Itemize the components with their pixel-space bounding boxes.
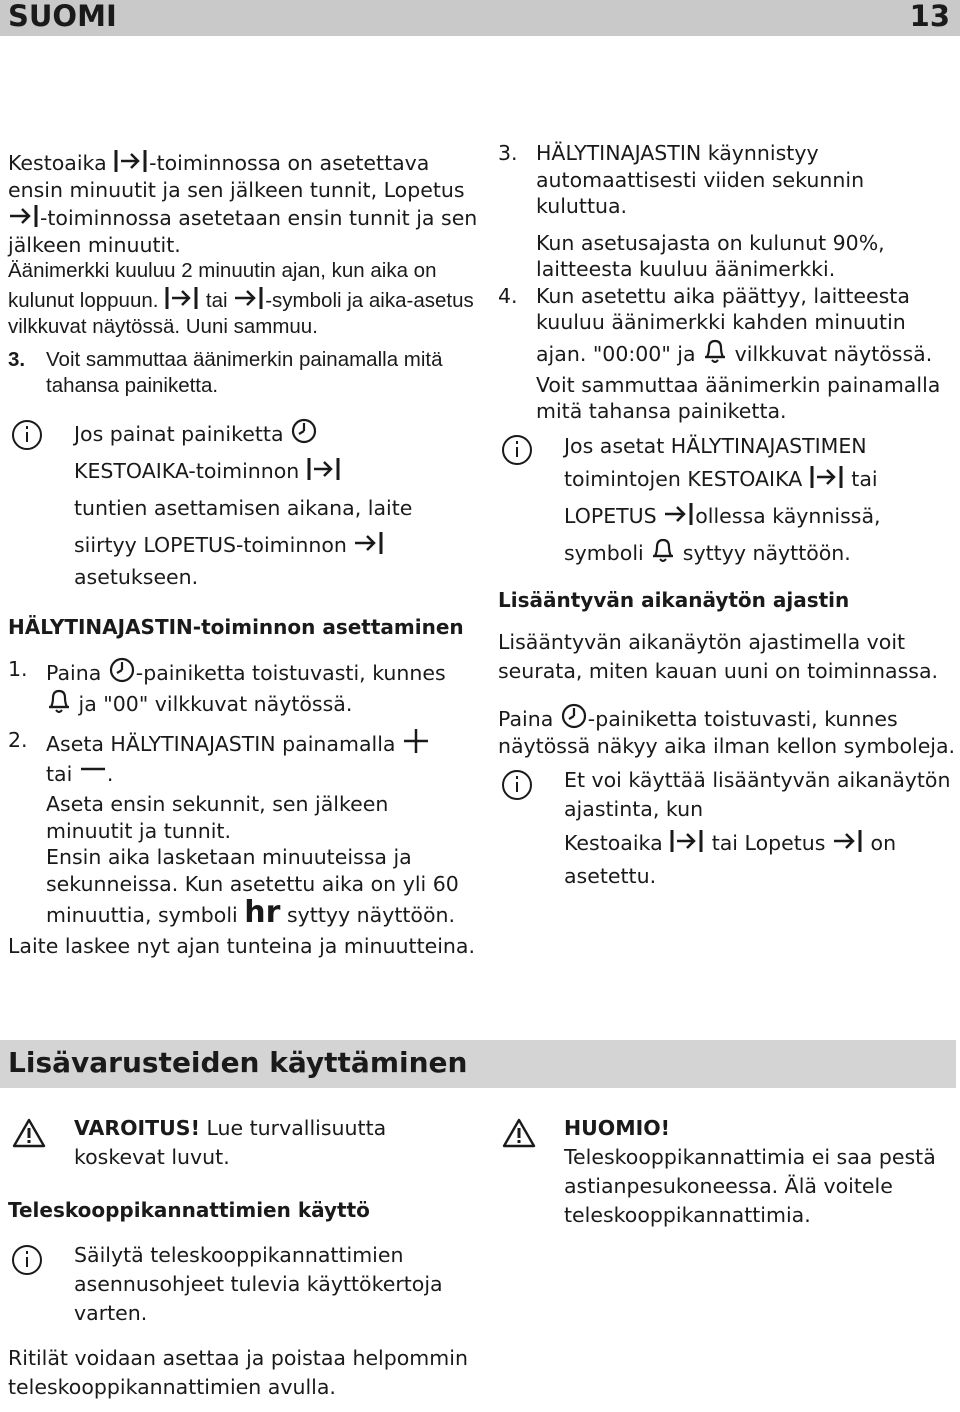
page-number: 13 xyxy=(909,0,950,33)
end-arrow-icon xyxy=(8,203,40,229)
warning-label: VAROITUS! xyxy=(74,1116,200,1140)
info-note-lopetus: Jos painat painiketta KESTOAIKA-toiminnon tuntien asettamisen aikana, laite siirtyy LOPETUS-toiminnon asetukseen. xyxy=(8,416,478,590)
clock-button-icon xyxy=(560,702,588,730)
end-arrow-icon xyxy=(832,828,864,854)
minus-icon xyxy=(79,765,107,785)
duration-arrow-icon xyxy=(669,828,705,854)
info-note-alarm-symbol: Jos asetat HÄLYTINAJASTIMEN toimintojen KESTOAIKA tai LOPETUS ollessa käynnissä, symboli syttyy näyttöön. xyxy=(498,431,956,572)
alarm-step-1-cont: ja "00" vilkkuvat näytössä. xyxy=(8,687,478,721)
info-note-runners: Säilytä teleskooppikannattimien asennusohjeet tulevia käyttökertoja varten. xyxy=(8,1241,478,1328)
section-title: SUOMI xyxy=(8,0,117,33)
info-icon xyxy=(498,766,564,807)
step-3: 3. Voit sammuttaa äänimerkin painamalla mitä tahansa painiketta. xyxy=(8,347,443,397)
warning-triangle-icon xyxy=(498,1114,564,1156)
alarm-step-3: 3. HÄLYTINAJASTIN käynnistyy automaattisesti viiden sekunnin kuluttua. xyxy=(498,141,865,218)
bell-icon xyxy=(702,337,728,365)
right-column: 3. HÄLYTINAJASTIN käynnistyy automaattisesti viiden sekunnin kuluttua. Kun asetusajasta on kulunut 90%, laitteesta kuuluu äänimerkki. 4. Kun asetettu aika päättyy, laitteesta kuuluu äänimerkki kahden minuutin ajan. "00:00" ja vilkkuvat näytössä. Voit sammuttaa äänimerkin painamalla mitä tahansa painiketta. Jos asetat HÄLYTINAJASTIMEN toimintojen KESTOAIKA tai LOPETUS ollessa käynnissä, symboli syttyy näyttöön. Lisääntyvän aikanäytön ajastin Lisääntyvän aikanäytön ajastimella voit seurata, miten kauan uuni on toiminnassa. Paina -painiketta toistuvasti, kunnes näytössä näkyy aika ilman kellon symboleja. Et voi käyttää lisääntyvän aikanäytön ajastinta, kun Kestoaika tai Lopetus on asetettu. xyxy=(498,140,956,891)
heading-telescopic-runners: Teleskooppikannattimien käyttö xyxy=(8,1198,370,1222)
duration-arrow-icon xyxy=(113,148,149,174)
caution-label: HUOMIO! xyxy=(564,1116,671,1140)
bottom-left-column: VAROITUS! Lue turvallisuutta koskevat luvut. Teleskooppikannattimien käyttö Säilytä teleskooppikannattimien asennusohjeet tulevia käyttökertoja varten. Ritilät voidaan asettaa ja poistaa helpommin teleskooppikannattimien avulla. xyxy=(8,1114,478,1402)
info-icon xyxy=(498,431,564,472)
heading-count-up-timer: Lisääntyvän aikanäytön ajastin xyxy=(498,587,850,612)
alarm-step-1: 1. Paina -painiketta toistuvasti, kunnes xyxy=(8,657,446,685)
hr-symbol-icon: hr xyxy=(244,895,281,930)
section-heading-accessories: Lisävarusteiden käyttäminen xyxy=(8,1046,468,1079)
info-note-count-up: Et voi käyttää lisääntyvän aikanäytön ajastinta, kun Kestoaika tai Lopetus on asetettu. xyxy=(498,766,956,891)
caution-note: HUOMIO! Teleskooppikannattimia ei saa pestä astianpesukoneessa. Älä voitele teleskooppikannattimia. xyxy=(498,1114,956,1230)
paragraph-beep: Äänimerkki kuuluu 2 minuutin ajan, kun aika on kulunut loppuun. tai -symboli ja aika-asetus vilkkuvat näytössä. Uuni sammuu. xyxy=(8,259,474,338)
clock-button-icon xyxy=(290,417,318,445)
end-arrow-icon xyxy=(233,285,265,311)
bell-icon xyxy=(650,536,676,564)
info-icon xyxy=(8,416,74,457)
warning-note: VAROITUS! Lue turvallisuutta koskevat luvut. xyxy=(8,1114,478,1172)
plus-icon xyxy=(402,727,430,755)
paragraph-duration-order: Kestoaika -toiminnossa on asetettava ensin minuutit ja sen jälkeen tunnit, Lopetus -toiminnossa asetetaan ensin tunnit ja sen jälkeen minuutit. xyxy=(8,148,478,258)
alarm-step-2: 2. Aseta HÄLYTINAJASTIN painamalla xyxy=(8,727,478,758)
duration-arrow-icon xyxy=(809,464,845,490)
clock-button-icon xyxy=(108,656,136,684)
heading-alarm-timer: HÄLYTINAJASTIN-toiminnon asettaminen xyxy=(8,614,464,639)
info-icon xyxy=(8,1241,74,1283)
duration-arrow-icon xyxy=(164,285,200,311)
left-column: Kestoaika -toiminnossa on asetettava ensin minuutit ja sen jälkeen tunnit, Lopetus -toiminnossa asetetaan ensin tunnit ja sen jälkeen minuutit. Äänimerkki kuuluu 2 minuutin ajan, kun aika on kulunut loppuun. tai -symboli ja aika-asetus vilkkuvat näytössä. Uuni sammuu. 3. Voit sammuttaa äänimerkin painamalla mitä tahansa painiketta. Jos painat painiketta KESTOAIKA-toiminnon tuntien asettamisen aikana, laite siirtyy LOPETUS-toiminnon asetukseen. HÄLYTINAJASTIN-toiminnon asettaminen 1. Paina -painiketta toistuvasti, kunnes ja "00" vilkkuvat näytössä. 2. Aseta HÄLYTINAJASTIN painamalla tai . Aseta ensin sekunnit, sen jälkeen minuutit ja tunnit. Ensin aika lasketaan minuuteissa ja sekunneissa. Kun asetettu aika on yli 60 minuuttia, symboli hr syttyy näyttöön. Laite laskee nyt ajan tunteina ja minuutteina. xyxy=(8,148,478,960)
end-arrow-icon xyxy=(663,501,695,527)
bell-icon xyxy=(46,687,72,715)
header-bar xyxy=(0,0,960,36)
bottom-right-column xyxy=(498,1114,956,1230)
warning-triangle-icon xyxy=(8,1114,74,1156)
alarm-step-4: 4. Kun asetettu aika päättyy, laitteesta kuuluu äänimerkki kahden minuutin xyxy=(498,283,910,334)
end-arrow-icon xyxy=(353,530,385,556)
duration-arrow-icon xyxy=(306,456,342,482)
